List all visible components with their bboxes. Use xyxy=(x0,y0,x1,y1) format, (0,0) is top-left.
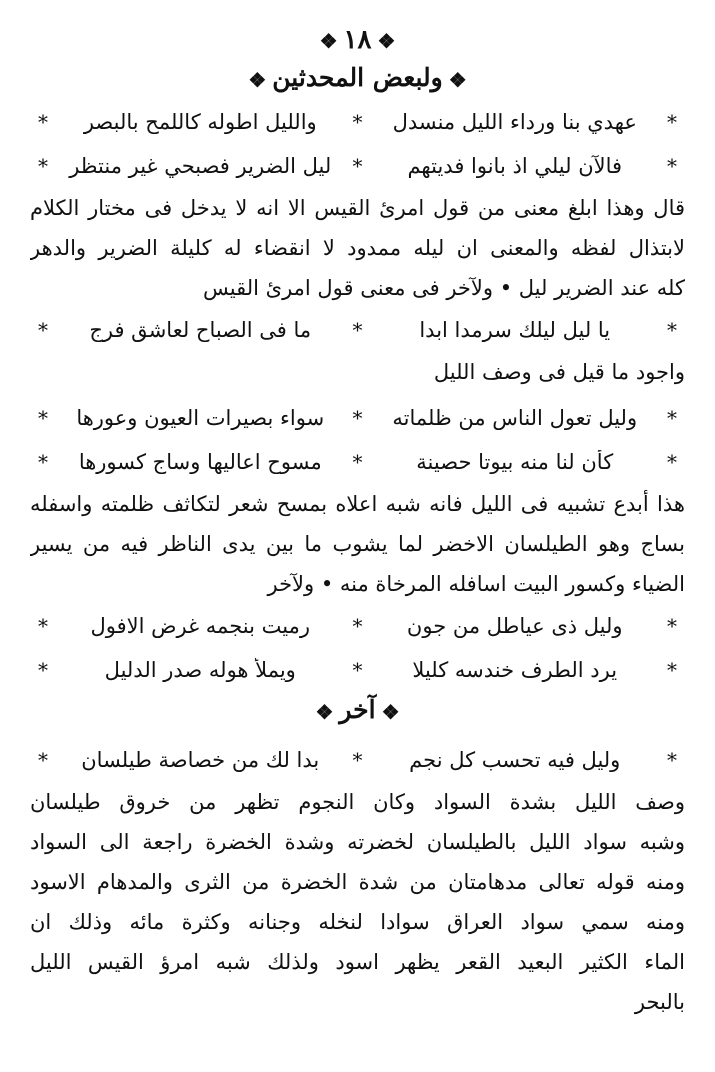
prose-line: كله عند الضرير ليل • ولآخر فى معنى قول امرئ القيس xyxy=(202,276,685,300)
prose-line: هذا أبدع تشبيه فى الليل فانه شبه اعلاه بمسح شعر لتكاثف ظلمته واسفله xyxy=(30,492,685,516)
prose-line: بساج وهو الطيلسان الاخضر لما يشوب ما بين يدى الناظر فيه من يسير xyxy=(30,532,685,556)
star-icon: * xyxy=(38,614,48,638)
prose-line: وصف الليل بشدة السواد وكان النجوم تظهر من خروق طيلسان xyxy=(30,790,685,814)
ornament-icon: ❖ xyxy=(319,29,338,53)
verse-line xyxy=(30,648,685,692)
star-icon: * xyxy=(667,406,677,430)
verse-line xyxy=(30,144,685,188)
verse-first-hemistich: وليل ذى عياطل من جون xyxy=(406,614,623,638)
prose-line: بالبحر xyxy=(634,990,685,1014)
star-icon: * xyxy=(352,614,363,638)
star-icon: * xyxy=(667,614,677,638)
star-icon: * xyxy=(38,450,48,474)
section-heading-title: آخر xyxy=(339,695,376,724)
verse-line xyxy=(30,308,685,352)
ornament-icon: ❖ xyxy=(315,699,334,724)
star-icon: * xyxy=(38,748,48,772)
prose-line: الماء الكثير البعيد القعر يظهر اسود ولذلك شبه امرؤ القيس الليل xyxy=(30,950,685,974)
verse-second-hemistich: رميت بنجمه غرض الافول xyxy=(90,614,310,638)
verse-first-hemistich: عهدي بنا ورداء الليل منسدل xyxy=(392,110,637,134)
verse-first-hemistich: يا ليل ليلك سرمدا ابدا xyxy=(419,318,611,342)
prose-line: ومنه سمي سواد العراق سوادا لنخله وجنانه وكثرة مائه وذلك ان xyxy=(30,910,685,934)
verse-line xyxy=(30,604,685,648)
verse-second-hemistich: مسوح اعاليها وساج كسورها xyxy=(78,450,322,474)
prose-line: الضياء وكسور البيت اسافله المرخاة منه • ولآخر xyxy=(267,572,685,596)
verse-first-hemistich: يرد الطرف خندسه كليلا xyxy=(412,658,618,682)
star-icon: * xyxy=(352,110,363,134)
star-icon: * xyxy=(38,658,48,682)
verse-second-hemistich: ما فى الصباح لعاشق فرج xyxy=(89,318,312,342)
verse-second-hemistich: سواء بصيرات العيون وعورها xyxy=(76,406,325,430)
prose-line: لابتذال لفظه والمعنى ان ليله ممدود لا انقضاء له كليلة الضرير والدهر xyxy=(30,236,685,260)
verse-line xyxy=(30,440,685,484)
ornament-icon: ❖ xyxy=(381,699,400,724)
prose-line: ومنه قوله تعالى مدهامتان من شدة الخضرة من الثرى والمدهام الاسود xyxy=(30,870,685,894)
verse-second-hemistich: ويملأ هوله صدر الدليل xyxy=(104,658,296,682)
prose-line: وشبه سواد الليل بالطيلسان لخضرته وشدة الخضرة راجعة الى السواد xyxy=(30,830,685,854)
star-icon: * xyxy=(38,154,48,178)
star-icon: * xyxy=(667,748,677,772)
verse-first-hemistich: فالآن ليلي اذ بانوا فديتهم xyxy=(407,154,623,178)
star-icon: * xyxy=(38,110,48,134)
prose-line: قال وهذا ابلغ معنى من قول امرئ القيس الا انه لا يدخل فى مختار الكلام xyxy=(30,196,685,220)
star-icon: * xyxy=(352,406,363,430)
star-icon: * xyxy=(667,110,677,134)
ornament-icon: ❖ xyxy=(448,67,467,92)
verse-line xyxy=(30,100,685,144)
verse-second-hemistich: ليل الضرير فصبحي غير منتظر xyxy=(69,154,332,178)
star-icon: * xyxy=(352,154,363,178)
verse-first-hemistich: وليل فيه تحسب كل نجم xyxy=(409,748,621,772)
verse-second-hemistich: والليل اطوله كاللمح بالبصر xyxy=(83,110,317,134)
star-icon: * xyxy=(667,154,677,178)
verse-first-hemistich: كأن لنا منه بيوتا حصينة xyxy=(416,450,614,474)
verse-second-hemistich: بدا لك من خصاصة طيلسان xyxy=(81,748,320,772)
section-heading xyxy=(30,60,685,96)
ornament-icon: ❖ xyxy=(248,67,267,92)
star-icon: * xyxy=(352,318,363,342)
verse-line xyxy=(30,396,685,440)
star-icon: * xyxy=(352,658,363,682)
star-icon: * xyxy=(38,318,48,342)
star-icon: * xyxy=(667,450,677,474)
verse-line xyxy=(30,738,685,782)
page-number xyxy=(30,20,685,60)
ornament-icon: ❖ xyxy=(377,29,396,53)
star-icon: * xyxy=(352,450,363,474)
page-number-value: ١٨ xyxy=(343,25,372,55)
section-heading xyxy=(30,692,685,728)
star-icon: * xyxy=(667,318,677,342)
star-icon: * xyxy=(667,658,677,682)
verse-first-hemistich: وليل تعول الناس من ظلماته xyxy=(392,406,638,430)
prose-line: واجود ما قيل فى وصف الليل xyxy=(433,360,685,384)
section-heading-title: ولبعض المحدثين xyxy=(272,63,443,92)
book-page xyxy=(30,20,685,1050)
star-icon: * xyxy=(38,406,48,430)
star-icon: * xyxy=(352,748,363,772)
